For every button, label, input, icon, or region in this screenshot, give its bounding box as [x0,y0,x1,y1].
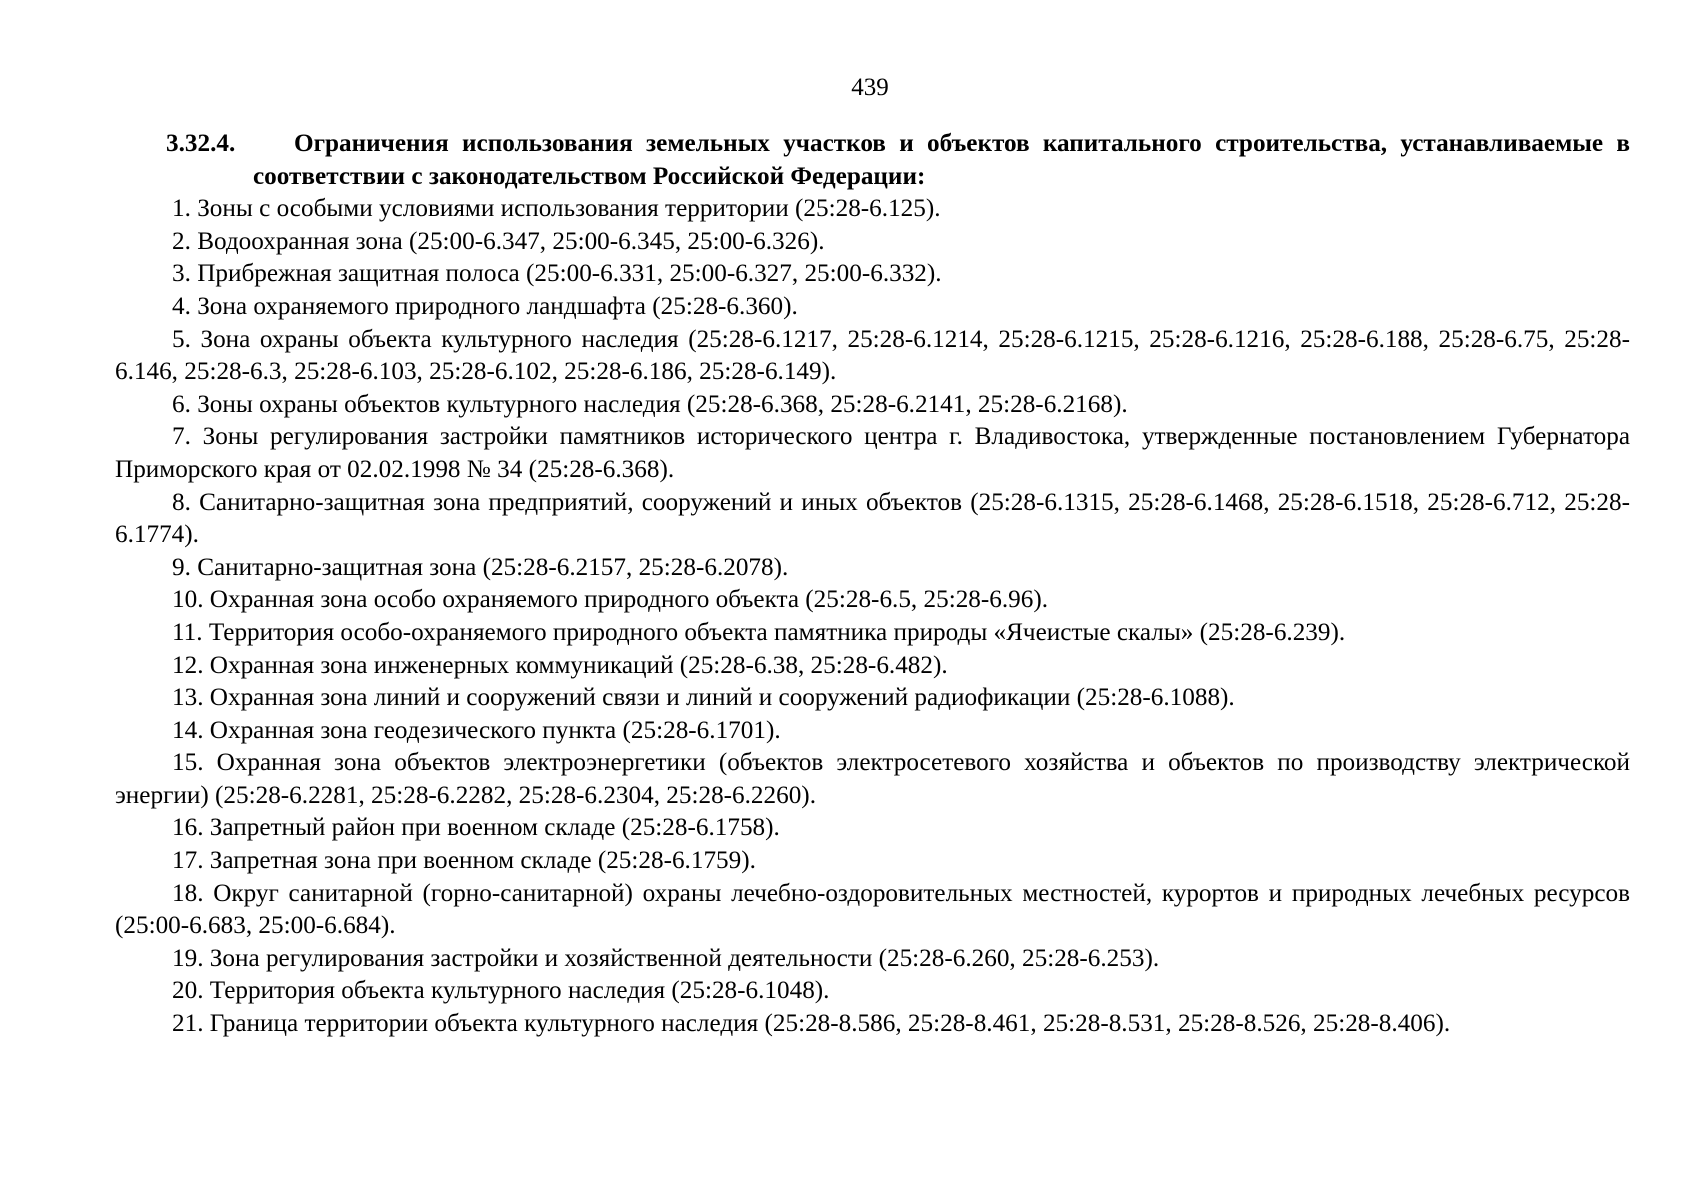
list-item: 11. Территория особо-охраняемого природного объекта памятника природы «Ячеистые скалы» (25:28-6.239). [172,618,1346,646]
list-item: 13. Охранная зона линий и сооружений связи и линий и сооружений радиофикации (25:28-6.1088). [172,684,1235,712]
section-title: Ограничения использования земельных участков и объектов капитального строительства, устанавливаемые в соответствии с законодательством Российской Федерации: [253,130,1630,190]
list-item: 17. Запретная зона при военном складе (25:28-6.1759). [172,847,756,875]
list-item: 2. Водоохранная зона (25:00-6.347, 25:00-6.345, 25:00-6.326). [172,227,825,255]
list-item: 12. Охранная зона инженерных коммуникаций (25:28-6.38, 25:28-6.482). [172,651,948,679]
list-item: 5. Зона охраны объекта культурного наследия (25:28-6.1217, 25:28-6.1214, 25:28-6.1215, 25:28-6.1216, 25:28-6.188, 25:28-6.75, 25:28-6.146, 25:28-6.3, 25:28-6.103, 25:28-6.102, 25:28-6.186, 25:28-6.149). [115,325,1630,386]
section-number: 3.32.4. [166,130,236,157]
list-item: 9. Санитарно-защитная зона (25:28-6.2157, 25:28-6.2078). [172,553,789,581]
list-item: 18. Округ санитарной (горно-санитарной) охраны лечебно-оздоровительных местностей, курортов и природных лечебных ресурсов (25:00-6.683, 25:00-6.684). [115,879,1630,940]
list-item: 19. Зона регулирования застройки и хозяйственной деятельности (25:28-6.260, 25:28-6.253). [172,944,1160,972]
list-item: 4. Зона охраняемого природного ландшафта (25:28-6.360). [172,292,798,320]
list-item: 10. Охранная зона особо охраняемого природного объекта (25:28-6.5, 25:28-6.96). [172,586,1049,614]
list-item: 21. Граница территории объекта культурного наследия (25:28-8.586, 25:28-8.461, 25:28-8.531, 25:28-8.526, 25:28-8.406). [172,1010,1451,1038]
list-item: 3. Прибрежная защитная полоса (25:00-6.331, 25:00-6.327, 25:00-6.332). [172,260,942,288]
list-item: 14. Охранная зона геодезического пункта (25:28-6.1701). [172,716,781,744]
document-body [115,128,1630,1041]
section-heading [115,128,1630,193]
list-item: 6. Зоны охраны объектов культурного наследия (25:28-6.368, 25:28-6.2141, 25:28-6.2168). [172,390,1128,418]
list-item: 20. Территория объекта культурного наследия (25:28-6.1048). [172,977,830,1005]
list-item: 1. Зоны с особыми условиями использования территории (25:28-6.125). [172,195,941,223]
list-item: 7. Зоны регулирования застройки памятников исторического центра г. Владивостока, утвержденные постановлением Губернатора Приморского края от 02.02.1998 № 34 (25:28-6.368). [115,423,1630,483]
list-item: 16. Запретный район при военном складе (25:28-6.1758). [172,814,780,842]
list-item: 15. Охранная зона объектов электроэнергетики (объектов электросетевого хозяйства и объектов по производству электрической энергии) (25:28-6.2281, 25:28-6.2282, 25:28-6.2304, 25:28-6.2260). [115,749,1630,809]
list-item: 8. Санитарно-защитная зона предприятий, сооружений и иных объектов (25:28-6.1315, 25:28-6.1468, 25:28-6.1518, 25:28-6.712, 25:28-6.1774). [115,488,1630,549]
page-number: 439 [851,74,889,101]
